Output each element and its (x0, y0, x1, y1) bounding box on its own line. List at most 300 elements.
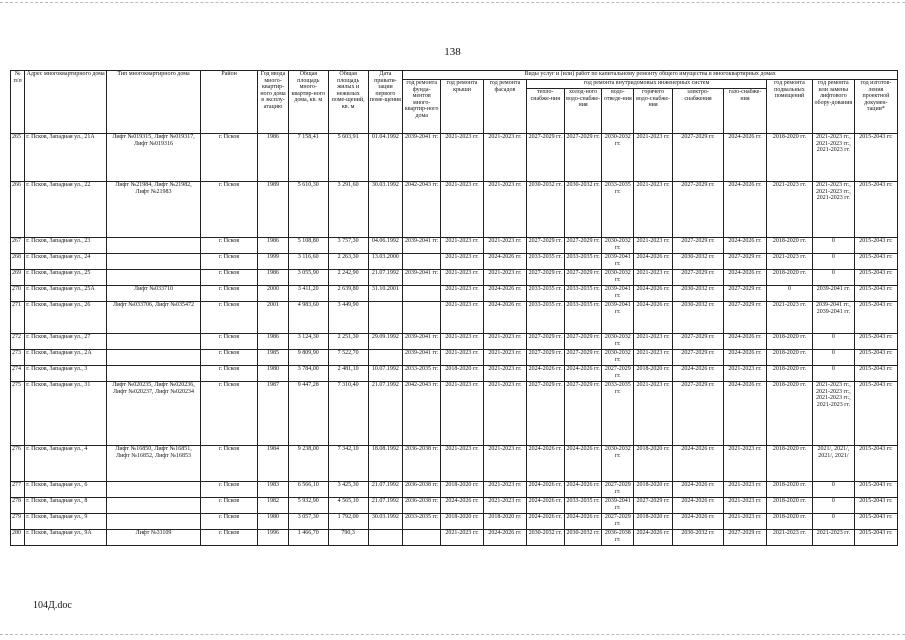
table-row (11, 366, 898, 382)
cell-electric: 2030-2032 гг. (672, 254, 723, 270)
table-row (11, 382, 898, 446)
cell-address: г. Псков, Западная ул., 6 (25, 482, 107, 498)
header-district: Район (201, 71, 258, 134)
cell-foundation: 2033-2035 гг. (403, 514, 441, 530)
cell-drainage: 2036-2038 гг. (602, 530, 634, 546)
cell-elevator: 2021-2023 гг. (812, 530, 854, 546)
cell-gas: 2027-2029 гг. (724, 530, 767, 546)
cell-cold-water: 2024-2026 гг. (564, 446, 602, 482)
cell-total-area: 5 610,30 (288, 182, 328, 238)
cell-facade: 2018-2020 гг. (483, 514, 526, 530)
cell-basement: 2018-2020 гг. (766, 366, 812, 382)
cell-district: г. Псков (201, 254, 258, 270)
cell-drainage: 2039-2041 гг. (602, 302, 634, 334)
cell-drainage: 2027-2029 гг. (602, 514, 634, 530)
cell-total-area: 3 116,60 (288, 254, 328, 270)
cell-basement: 2018-2020 гг. (766, 446, 812, 482)
cell-hot-water: 2024-2026 гг. (634, 530, 673, 546)
cell-elevator: 2021/, 2021/, 2021/, 2021/ (812, 446, 854, 482)
cell-year: 1980 (258, 366, 289, 382)
cell-project: 2015-2043 гг. (854, 302, 897, 334)
cell-foundation (403, 302, 441, 334)
cell-living-area: 3 449,90 (328, 302, 368, 334)
cell-district: г. Псков (201, 446, 258, 482)
cell-basement: 2018-2020 гг. (766, 498, 812, 514)
cell-privatization: 21.07.1992 (368, 270, 403, 286)
cell-living-area: 2 242,90 (328, 270, 368, 286)
cell-type: Лифт №31109 (107, 530, 201, 546)
cell-basement: 0 (766, 286, 812, 302)
cell-hot-water: 2018-2020 гг. (634, 482, 673, 498)
cell-project: 2015-2043 гг. (854, 482, 897, 498)
cell-privatization: 10.07.1992 (368, 366, 403, 382)
cell-foundation: 2039-2041 гг. (403, 238, 441, 254)
cell-address: г. Псков, Западная ул., 31 (25, 382, 107, 446)
cell-cold-water: 2027-2029 гг. (564, 270, 602, 286)
cell-gas: 2027-2029 гг. (724, 302, 767, 334)
header-cold-water: холод-ного водо-снабже-ния (564, 89, 602, 134)
table-row (11, 530, 898, 546)
cell-address: г. Псков, Западная ул., 8 (25, 498, 107, 514)
table-row (11, 334, 898, 350)
table-row (11, 498, 898, 514)
table-row (11, 302, 898, 334)
cell-address: г. Псков, Западная ул., 9 (25, 514, 107, 530)
cell-privatization: 21.07.1992 (368, 482, 403, 498)
cell-heat: 2027-2029 гг. (526, 350, 564, 366)
cell-num: 267 (11, 238, 25, 254)
cell-elevator: 2021-2023 гг., 2021-2023 гг., 2021-2023 гг. (812, 182, 854, 238)
cell-privatization: 30.03.1992 (368, 182, 403, 238)
cell-heat: 2033-2035 гг. (526, 302, 564, 334)
cell-drainage: 2030-2032 гг. (602, 350, 634, 366)
cell-facade: 2021-2023 гг. (483, 446, 526, 482)
cell-privatization: 01.04.1992 (368, 134, 403, 182)
cell-district: г. Псков (201, 238, 258, 254)
header-type: Тип многоквартирного дома (107, 71, 201, 134)
table-row (11, 238, 898, 254)
cell-district: г. Псков (201, 366, 258, 382)
cell-hot-water: 2021-2023 гг. (634, 334, 673, 350)
cell-foundation: 2039-2041 гг. (403, 334, 441, 350)
cell-heat: 2027-2029 гг. (526, 334, 564, 350)
cell-privatization: 31.10.2001 (368, 286, 403, 302)
cell-living-area: 790,3 (328, 530, 368, 546)
cell-gas: 2027-2029 гг. (724, 286, 767, 302)
cell-electric: 2024-2026 гг. (672, 498, 723, 514)
cell-privatization (368, 302, 403, 334)
cell-electric: 2027-2029 гг. (672, 350, 723, 366)
cell-facade: 2021-2023 гг. (483, 134, 526, 182)
cell-address: г. Псков, Западная ул., 4 (25, 446, 107, 482)
cell-heat: 2024-2026 гг. (526, 366, 564, 382)
header-elevator: год ремонта или замены лифтового обору-дования (812, 80, 854, 134)
table-row (11, 270, 898, 286)
cell-total-area: 3 057,30 (288, 514, 328, 530)
cell-roof: 2021-2023 гг. (441, 446, 484, 482)
cell-facade: 2021-2023 гг. (483, 182, 526, 238)
page-number: 138 (444, 46, 461, 58)
cell-electric: 2024-2026 гг. (672, 446, 723, 482)
cell-year: 1982 (258, 498, 289, 514)
cell-district: г. Псков (201, 350, 258, 366)
cell-drainage: 2030-2032 гг. (602, 134, 634, 182)
cell-hot-water: 2018-2020 гг. (634, 514, 673, 530)
header-engineering: год ремонта внутридомовых инженерных систем (526, 80, 766, 89)
cell-basement: 2018-2020 гг. (766, 350, 812, 366)
cell-total-area: 6 566,10 (288, 482, 328, 498)
cell-type (107, 514, 201, 530)
scan-edge-bottom (0, 634, 905, 635)
cell-roof: 2021-2023 гг. (441, 270, 484, 286)
cell-year: 1987 (258, 382, 289, 446)
cell-address: г. Псков, Западная ул., 27 (25, 334, 107, 350)
cell-type (107, 366, 201, 382)
cell-cold-water: 2027-2029 гг. (564, 134, 602, 182)
cell-elevator: 2039-2041 гг., 2039-2041 гг. (812, 302, 854, 334)
header-heat: тепло-снабже-ния (526, 89, 564, 134)
cell-project: 2015-2043 гг. (854, 514, 897, 530)
cell-heat: 2030-2032 гг. (526, 530, 564, 546)
cell-type (107, 482, 201, 498)
cell-basement: 2018-2020 гг. (766, 382, 812, 446)
cell-drainage: 2030-2032 гг. (602, 270, 634, 286)
cell-foundation (403, 286, 441, 302)
cell-electric: 2024-2026 гг. (672, 514, 723, 530)
cell-electric: 2030-2032 гг. (672, 302, 723, 334)
cell-drainage: 2033-2035 гг. (602, 182, 634, 238)
cell-year: 1984 (258, 446, 289, 482)
cell-year: 1985 (258, 350, 289, 366)
cell-electric: 2030-2032 гг. (672, 530, 723, 546)
cell-heat: 2024-2026 гг. (526, 498, 564, 514)
cell-gas: 2024-2026 гг. (724, 270, 767, 286)
cell-address: г. Псков, Западная ул., 23 (25, 238, 107, 254)
cell-elevator: 0 (812, 238, 854, 254)
cell-drainage: 2030-2032 гг. (602, 446, 634, 482)
cell-heat: 2024-2026 гг. (526, 482, 564, 498)
cell-roof: 2021-2023 гг. (441, 134, 484, 182)
cell-roof: 2024-2026 гг. (441, 498, 484, 514)
cell-living-area: 7 342,10 (328, 446, 368, 482)
cell-heat: 2033-2035 гг. (526, 286, 564, 302)
cell-living-area: 4 565,10 (328, 498, 368, 514)
cell-facade: 2024-2026 гг. (483, 302, 526, 334)
cell-gas: 2024-2026 гг. (724, 350, 767, 366)
cell-facade: 2021-2023 гг. (483, 334, 526, 350)
cell-year: 2000 (258, 286, 289, 302)
header-electric: электро-снабжения (672, 89, 723, 134)
cell-district: г. Псков (201, 498, 258, 514)
cell-num: 275 (11, 382, 25, 446)
cell-district: г. Псков (201, 134, 258, 182)
cell-year: 1986 (258, 238, 289, 254)
header-foundation: год ремонта фунда-ментов много-квартир-ного дома (403, 80, 441, 134)
cell-address: г. Псков, Западная ул., 25 (25, 270, 107, 286)
cell-gas: 2027-2029 гг. (724, 254, 767, 270)
cell-privatization (368, 530, 403, 546)
cell-elevator: 2021-2023 гг., 2021-2023 гг., 2021-2023 гг., 2021-2023 гг. (812, 382, 854, 446)
cell-num: 272 (11, 334, 25, 350)
cell-cold-water: 2027-2029 гг. (564, 382, 602, 446)
cell-hot-water: 2021-2023 гг. (634, 134, 673, 182)
cell-num: 271 (11, 302, 25, 334)
cell-district: г. Псков (201, 334, 258, 350)
cell-address: г. Псков, Западная ул., 24 (25, 254, 107, 270)
cell-cold-water: 2033-2035 гг. (564, 302, 602, 334)
cell-gas: 2024-2026 гг. (724, 134, 767, 182)
cell-cold-water: 2024-2026 гг. (564, 482, 602, 498)
cell-hot-water: 2021-2023 гг. (634, 382, 673, 446)
header-basement: год ремонта подвальных помещений (766, 80, 812, 134)
table-row (11, 446, 898, 482)
cell-type (107, 350, 201, 366)
cell-basement: 2018-2020 гг. (766, 514, 812, 530)
cell-heat: 2027-2029 гг. (526, 238, 564, 254)
cell-gas: 2024-2026 гг. (724, 182, 767, 238)
cell-type (107, 270, 201, 286)
cell-elevator: 2021-2023 гг., 2021-2023 гг., 2021-2023 гг. (812, 134, 854, 182)
cell-living-area: 3 425,30 (328, 482, 368, 498)
cell-heat: 2024-2026 гг. (526, 514, 564, 530)
cell-foundation: 2036-2038 гг. (403, 498, 441, 514)
cell-foundation: 2039-2041 гг. (403, 270, 441, 286)
cell-num: 280 (11, 530, 25, 546)
header-year-built: Год ввода много-квартир-ного дома в эксплу-атацию (258, 71, 289, 134)
cell-year: 1986 (258, 270, 289, 286)
repair-schedule-table (10, 70, 898, 546)
cell-cold-water: 2027-2029 гг. (564, 238, 602, 254)
cell-district: г. Псков (201, 286, 258, 302)
cell-living-area: 7 310,40 (328, 382, 368, 446)
cell-gas: 2024-2026 гг. (724, 334, 767, 350)
table-row (11, 134, 898, 182)
cell-hot-water: 2021-2023 гг. (634, 238, 673, 254)
cell-drainage: 2027-2029 гг. (602, 366, 634, 382)
scan-edge-top (0, 2, 905, 3)
cell-type: Лифт №16850, Лифт №16851, Лифт №16852, Лифт №16853 (107, 446, 201, 482)
cell-type: Лифт №020235, Лифт №020236, Лифт №020237, Лифт №020234 (107, 382, 201, 446)
cell-year: 1986 (258, 334, 289, 350)
cell-living-area: 3 757,30 (328, 238, 368, 254)
cell-facade: 2024-2026 гг. (483, 254, 526, 270)
cell-roof: 2018-2020 гг. (441, 514, 484, 530)
cell-total-area: 1 466,70 (288, 530, 328, 546)
cell-address: г. Псков, Западная ул., 3 (25, 366, 107, 382)
cell-type: Лифт №033710 (107, 286, 201, 302)
cell-address: г. Псков, Западная ул., 2А (25, 350, 107, 366)
cell-project: 2015-2043 гг. (854, 382, 897, 446)
cell-year: 1999 (258, 254, 289, 270)
cell-drainage: 2030-2032 гг. (602, 334, 634, 350)
cell-electric: 2027-2029 гг. (672, 270, 723, 286)
cell-type: Лифт №033706, Лифт №035472 (107, 302, 201, 334)
cell-roof: 2021-2023 гг. (441, 530, 484, 546)
cell-basement: 2021-2023 гг. (766, 302, 812, 334)
cell-living-area: 2 481,10 (328, 366, 368, 382)
cell-roof: 2021-2023 гг. (441, 334, 484, 350)
cell-address: г. Псков, Западная ул., 9А (25, 530, 107, 546)
cell-type (107, 238, 201, 254)
cell-cold-water: 2033-2035 гг. (564, 286, 602, 302)
cell-total-area: 9 447,28 (288, 382, 328, 446)
cell-facade: 2021-2023 гг. (483, 270, 526, 286)
cell-year: 1986 (258, 134, 289, 182)
cell-gas: 2021-2023 гг. (724, 514, 767, 530)
cell-project: 2015-2043 гг. (854, 254, 897, 270)
document-footer: 104Д.doc (33, 600, 72, 611)
cell-roof: 2021-2023 гг. (441, 302, 484, 334)
cell-drainage: 2030-2032 гг. (602, 238, 634, 254)
table-row (11, 482, 898, 498)
cell-foundation: 2033-2035 гг. (403, 366, 441, 382)
cell-privatization: 04.06.1992 (368, 238, 403, 254)
cell-total-area: 3 124,30 (288, 334, 328, 350)
cell-electric: 2024-2026 гг. (672, 366, 723, 382)
header-roof: год ремонта крыши (441, 80, 484, 134)
cell-cold-water: 2033-2035 гг. (564, 498, 602, 514)
cell-heat: 2027-2029 гг. (526, 134, 564, 182)
cell-cold-water: 2030-2032 гг. (564, 182, 602, 238)
cell-foundation (403, 530, 441, 546)
cell-project: 2015-2043 гг. (854, 446, 897, 482)
cell-gas: 2021-2023 гг. (724, 446, 767, 482)
cell-electric: 2024-2026 гг. (672, 482, 723, 498)
cell-foundation (403, 254, 441, 270)
cell-total-area: 3 411,20 (288, 286, 328, 302)
cell-hot-water: 2021-2023 гг. (634, 350, 673, 366)
cell-heat: 2033-2035 гг. (526, 254, 564, 270)
cell-type: Лифт №019315, Лифт №019317, Лифт №019316 (107, 134, 201, 182)
cell-hot-water: 2024-2026 гг. (634, 302, 673, 334)
cell-basement: 2021-2023 гг. (766, 530, 812, 546)
cell-num: 273 (11, 350, 25, 366)
cell-elevator: 0 (812, 334, 854, 350)
cell-num: 274 (11, 366, 25, 382)
cell-type (107, 334, 201, 350)
cell-foundation: 2036-2038 гг. (403, 446, 441, 482)
cell-basement: 2021-2023 гг. (766, 182, 812, 238)
cell-project: 2015-2043 гг. (854, 238, 897, 254)
cell-drainage: 2027-2029 гг. (602, 482, 634, 498)
cell-project: 2015-2043 гг. (854, 366, 897, 382)
cell-facade: 2021-2023 гг. (483, 350, 526, 366)
cell-foundation: 2039-2041 гг. (403, 350, 441, 366)
table-row (11, 182, 898, 238)
cell-privatization: 13.03.2000 (368, 254, 403, 270)
cell-roof: 2021-2023 гг. (441, 238, 484, 254)
cell-living-area: 2 639,80 (328, 286, 368, 302)
cell-elevator: 2039-2041 гг. (812, 286, 854, 302)
cell-facade: 2021-2023 гг. (483, 366, 526, 382)
header-facade: год ремонта фасадов (483, 80, 526, 134)
cell-year: 1989 (258, 182, 289, 238)
cell-num: 269 (11, 270, 25, 286)
cell-total-area: 5 108,80 (288, 238, 328, 254)
header-services: Виды услуг и (или) работ по капитальному ремонту общего имущества в многоквартирных домах (403, 71, 898, 80)
cell-address: г. Псков, Западная ул., 22 (25, 182, 107, 238)
cell-heat: 2027-2029 гг. (526, 270, 564, 286)
cell-year: 1996 (258, 530, 289, 546)
header-total-area: Общая площадь много-квартир-ного дома, кв. м (288, 71, 328, 134)
cell-district: г. Псков (201, 382, 258, 446)
cell-facade: 2021-2023 гг. (483, 382, 526, 446)
cell-roof: 2021-2023 гг. (441, 286, 484, 302)
header-num: № п/п (11, 71, 25, 134)
cell-roof: 2021-2023 гг. (441, 182, 484, 238)
cell-cold-water: 2027-2029 гг. (564, 334, 602, 350)
cell-district: г. Псков (201, 530, 258, 546)
cell-project: 2015-2043 гг. (854, 182, 897, 238)
cell-num: 268 (11, 254, 25, 270)
cell-hot-water: 2027-2029 гг. (634, 498, 673, 514)
cell-basement: 2018-2020 гг. (766, 482, 812, 498)
cell-total-area: 3 784,00 (288, 366, 328, 382)
cell-gas: 2021-2023 гг. (724, 482, 767, 498)
cell-type (107, 498, 201, 514)
cell-district: г. Псков (201, 482, 258, 498)
cell-living-area: 5 603,91 (328, 134, 368, 182)
header-privatization: Дата привати-зации первого поме-щения (368, 71, 403, 134)
cell-gas: 2021-2023 гг. (724, 366, 767, 382)
cell-heat: 2030-2032 гг. (526, 182, 564, 238)
cell-hot-water: 2018-2020 гг. (634, 446, 673, 482)
cell-roof: 2021-2023 гг. (441, 254, 484, 270)
cell-foundation: 2036-2038 гг. (403, 482, 441, 498)
cell-drainage: 2039-2041 гг. (602, 498, 634, 514)
cell-gas: 2021-2023 гг. (724, 498, 767, 514)
cell-basement: 2018-2020 гг. (766, 238, 812, 254)
cell-drainage: 2039-2041 гг. (602, 286, 634, 302)
cell-living-area: 7 522,70 (328, 350, 368, 366)
cell-project: 2015-2043 гг. (854, 286, 897, 302)
cell-year: 2001 (258, 302, 289, 334)
cell-privatization: 21.07.1992 (368, 498, 403, 514)
cell-address: г. Псков, Западная ул., 26 (25, 302, 107, 334)
cell-type: Лифт №21984, Лифт №21982, Лифт №21983 (107, 182, 201, 238)
cell-district: г. Псков (201, 514, 258, 530)
cell-address: г. Псков, Западная ул., 21А (25, 134, 107, 182)
cell-total-area: 4 983,60 (288, 302, 328, 334)
cell-project: 2015-2043 гг. (854, 334, 897, 350)
cell-electric: 2027-2029 гг. (672, 134, 723, 182)
cell-num: 265 (11, 134, 25, 182)
cell-living-area: 2 263,30 (328, 254, 368, 270)
cell-foundation: 2042-2043 гг. (403, 182, 441, 238)
cell-year: 1980 (258, 514, 289, 530)
cell-type (107, 254, 201, 270)
cell-total-area: 9 809,90 (288, 350, 328, 366)
cell-hot-water: 2018-2020 гг. (634, 366, 673, 382)
cell-gas: 2024-2026 гг. (724, 382, 767, 446)
cell-facade: 2024-2026 гг. (483, 286, 526, 302)
table-row (11, 254, 898, 270)
cell-facade: 2021-2023 гг. (483, 238, 526, 254)
cell-total-area: 3 055,90 (288, 270, 328, 286)
cell-project: 2015-2043 гг. (854, 498, 897, 514)
cell-cold-water: 2027-2029 гг. (564, 350, 602, 366)
cell-drainage: 2033-2035 гг. (602, 382, 634, 446)
cell-cold-water: 2024-2026 гг. (564, 514, 602, 530)
cell-privatization: 18.08.1992 (368, 446, 403, 482)
cell-drainage: 2039-2041 гг. (602, 254, 634, 270)
table-row (11, 286, 898, 302)
cell-basement: 2021-2023 гг. (766, 254, 812, 270)
header-living-area: Общая площадь жилых и нежилых поме-щений, кв. м (328, 71, 368, 134)
cell-roof: 2018-2020 гг. (441, 366, 484, 382)
table-row (11, 514, 898, 530)
cell-electric: 2030-2032 гг. (672, 286, 723, 302)
